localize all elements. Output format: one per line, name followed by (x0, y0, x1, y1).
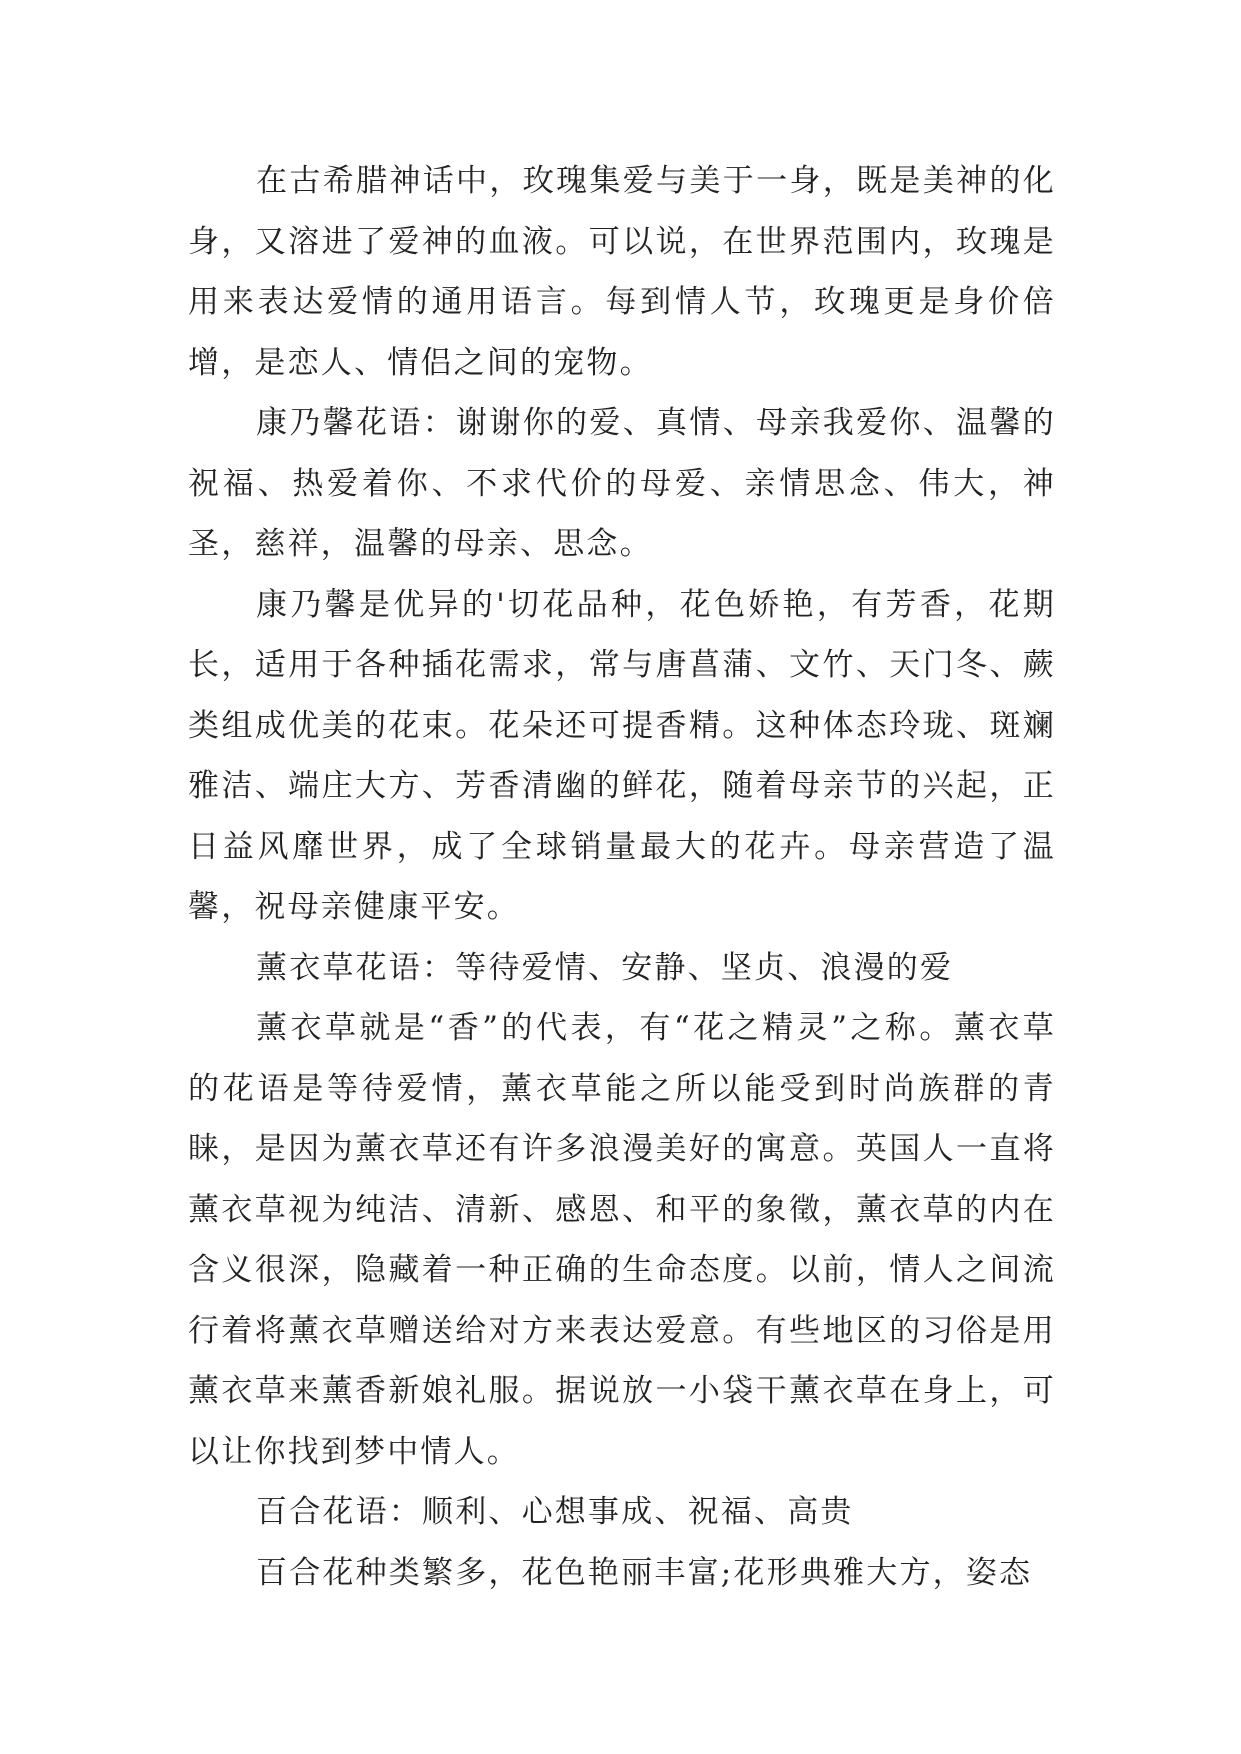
paragraph-lily-description: 百合花种类繁多，花色艳丽丰富;花形典雅大方，姿态 (256, 1554, 1033, 1591)
paragraph-lily-language: 百合花语：顺利、心想事成、祝福、高贵 (256, 1494, 854, 1530)
paragraph-lavender-language: 薰衣草花语：等待爱情、安静、坚贞、浪漫的爱 (256, 949, 954, 986)
paragraph-lavender-description: 薰衣草就是“香”的代表，有“花之精灵”之称。薰衣草的花语是等待爱情，薰衣草能之所以能受到时尚族群的青睐，是因为薰衣草还有许多浪漫美好的寓意。英国人一直将薰衣草视为纯洁、清新、感恩、和平的象徵，薰衣草的内在含义很深，隐藏着一种正确的生命态度。以前，情人之间流行着将薰衣草赠送给对方来表达爱意。有些地区的习俗是用薰衣草来薰香新娘礼服。据说放一小袋干薰衣草在身上，可以让你找到梦中情人。 (188, 1010, 1056, 1470)
paragraph-carnation-description: 康乃馨是优异的'切花品种，花色娇艳，有芳香，花期长，适用于各种插花需求，常与唐菖蒲、文竹、天门冬、蕨类组成优美的花束。花朵还可提香精。这种体态玲珑、斑斓雅洁、端庄大方、芳香清幽的鲜花，随着母亲节的兴起，正日益风靡世界，成了全球销量最大的花卉。母亲营造了温馨，祝母亲健康平安。 (188, 586, 1056, 925)
paragraph-rose: 在古希腊神话中，玫瑰集爱与美于一身，既是美神的化身，又溶进了爱神的血液。可以说，在世界范围内，玫瑰是用来表达爱情的通用语言。每到情人节，玫瑰更是身价倍增，是恋人、情侣之间的宠物。 (188, 163, 1056, 381)
document-page (188, 151, 1056, 1603)
paragraph-carnation-language: 康乃馨花语：谢谢你的爱、真情、母亲我爱你、温馨的祝福、热爱着你、不求代价的母爱、亲情思念、伟大，神圣，慈祥，温馨的母亲、思念。 (188, 405, 1056, 562)
